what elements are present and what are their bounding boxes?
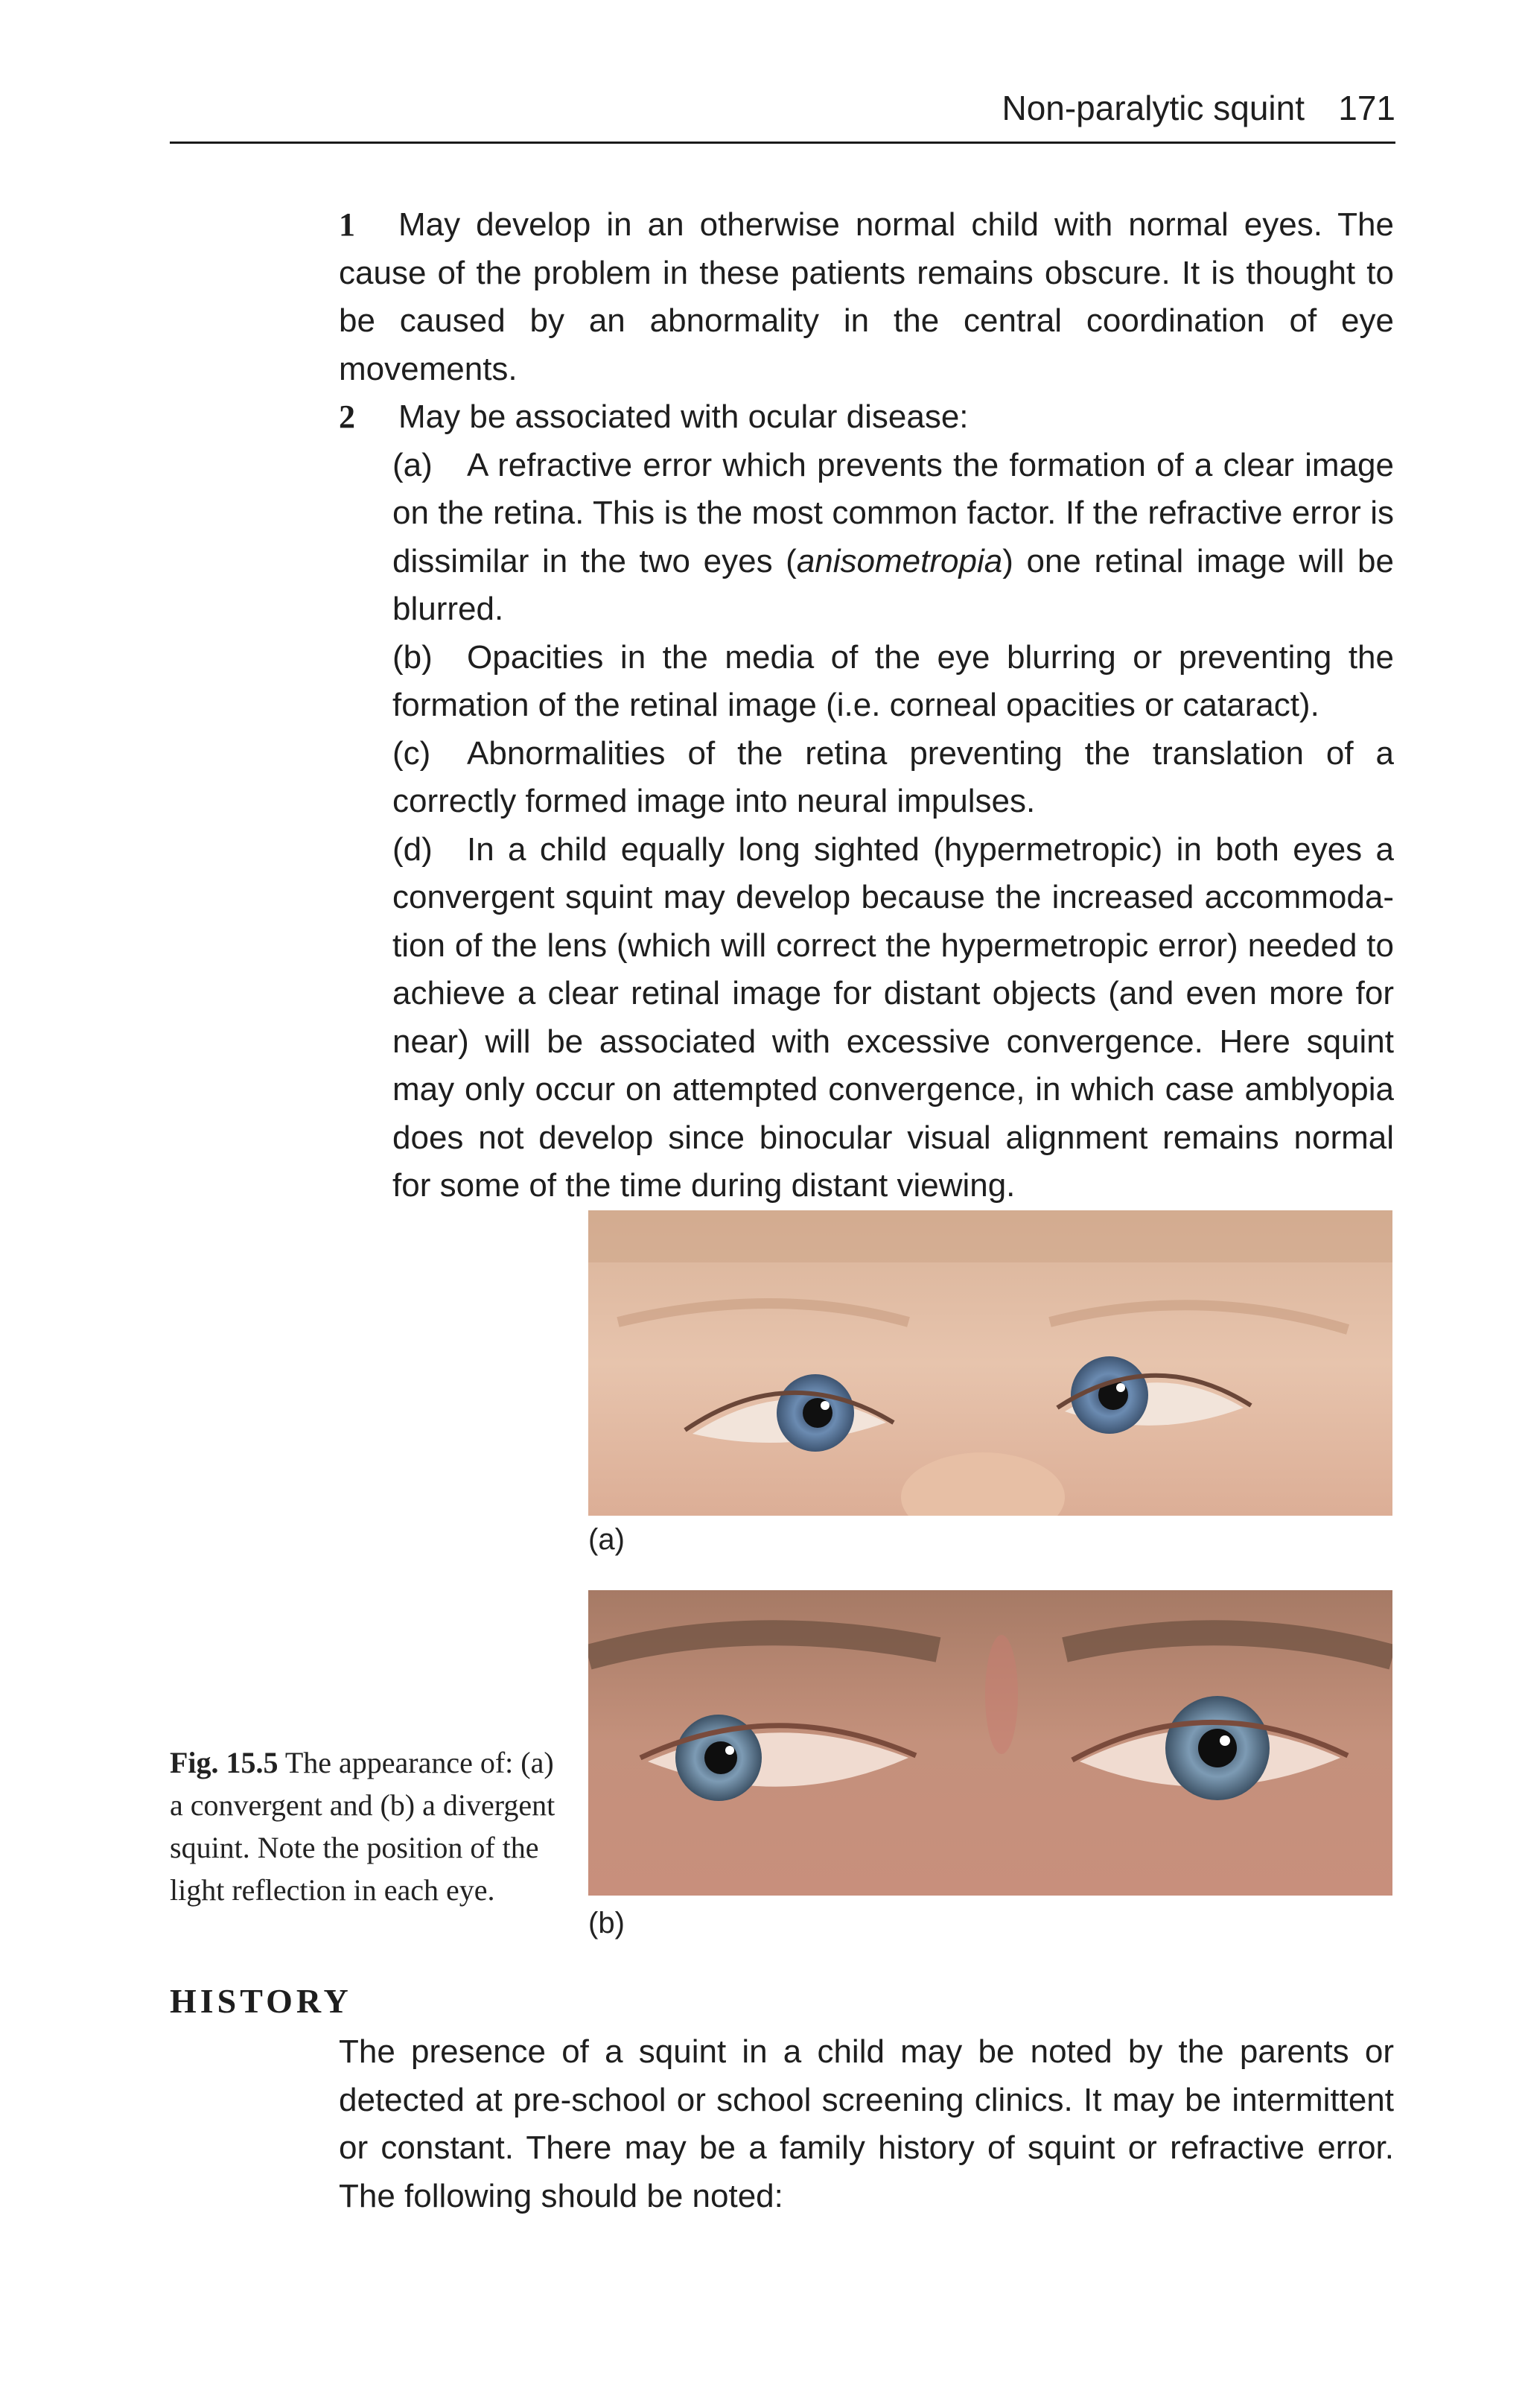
subitem-label: (a) (392, 446, 433, 483)
subitem-text: In a child equally long sighted (hypermetropic) in both eyes a convergent squint may develop because the increased accommoda-tion of the lens (which will correct the hypermetropic error) needed to achieve a clear retinal image for distant objects (and even more for near) will be associated with excessive convergence. Here squint may only occur on attempted convergence, in which case amblyopia does not develop since binocular visual alignment remains normal for some of the time during distant viewing. (392, 830, 1394, 1204)
history-text: The presence of a squint in a child may be noted by the parents or detected at pre-school or school screening clinics. It may be intermittent or constant. There may be a family history of squint or refractive error. The following should be noted: (339, 2033, 1394, 2214)
subitem-label: (d) (392, 830, 433, 868)
subitem-a (392, 442, 1394, 634)
subitem-label: (c) (392, 734, 431, 772)
list-item-text: May develop in an otherwise normal child with normal eyes. The cause of the problem in these patients remains obscure. It is thought to be caused by an abnormality in the central coordination of eye movements. (339, 206, 1394, 387)
subitem-b (392, 634, 1394, 730)
list-item-2 (339, 393, 1394, 442)
subitem-c (392, 730, 1394, 826)
history-paragraph (339, 2028, 1394, 2220)
subitem-text: Abnormalities of the retina preventing the translation of a correctly formed image into neural impulses. (392, 734, 1394, 819)
subitem-d (392, 826, 1394, 1210)
running-title: Non-paralytic squint (1002, 89, 1305, 127)
running-header (170, 83, 1395, 144)
figure-label-a: (a) (588, 1523, 625, 1556)
figure-caption-text: The appearance of: (a) a convergent and (b) a divergent squint. Note the position of the light reflection in each eye. (170, 1746, 555, 1907)
subitem-text-start: A refractive error which prevents the formation of a clear image on the retina. This is the most common factor. If the refractive error is dissimilar in the two eyes ( (392, 446, 1394, 579)
list-item-number: 2 (339, 398, 355, 435)
list-item-number: 1 (339, 206, 355, 243)
figure-caption (170, 1741, 557, 1911)
figure-photo-b (588, 1590, 1392, 1896)
causes-list (339, 201, 1394, 1210)
section-heading-history: HISTORY (170, 1982, 352, 2020)
subitem-text-end: ) one retinal image will be blurred. (392, 542, 1394, 627)
figure-photo-a (588, 1210, 1392, 1516)
convergent-squint-photo (588, 1210, 1392, 1516)
subitem-label: (b) (392, 638, 433, 676)
italic-term: anisometropia (796, 542, 1003, 579)
divergent-squint-photo (588, 1590, 1392, 1896)
figure-label-b: (b) (588, 1907, 625, 1940)
subitem-text: Opacities in the media of the eye blurring or preventing the formation of the retinal image (i.e. corneal opacities or cataract). (392, 638, 1394, 723)
page-number: 171 (1338, 89, 1395, 127)
list-item-1 (339, 201, 1394, 393)
figure-number: Fig. 15.5 (170, 1746, 278, 1779)
list-item-text: May be associated with ocular disease: (398, 398, 969, 435)
